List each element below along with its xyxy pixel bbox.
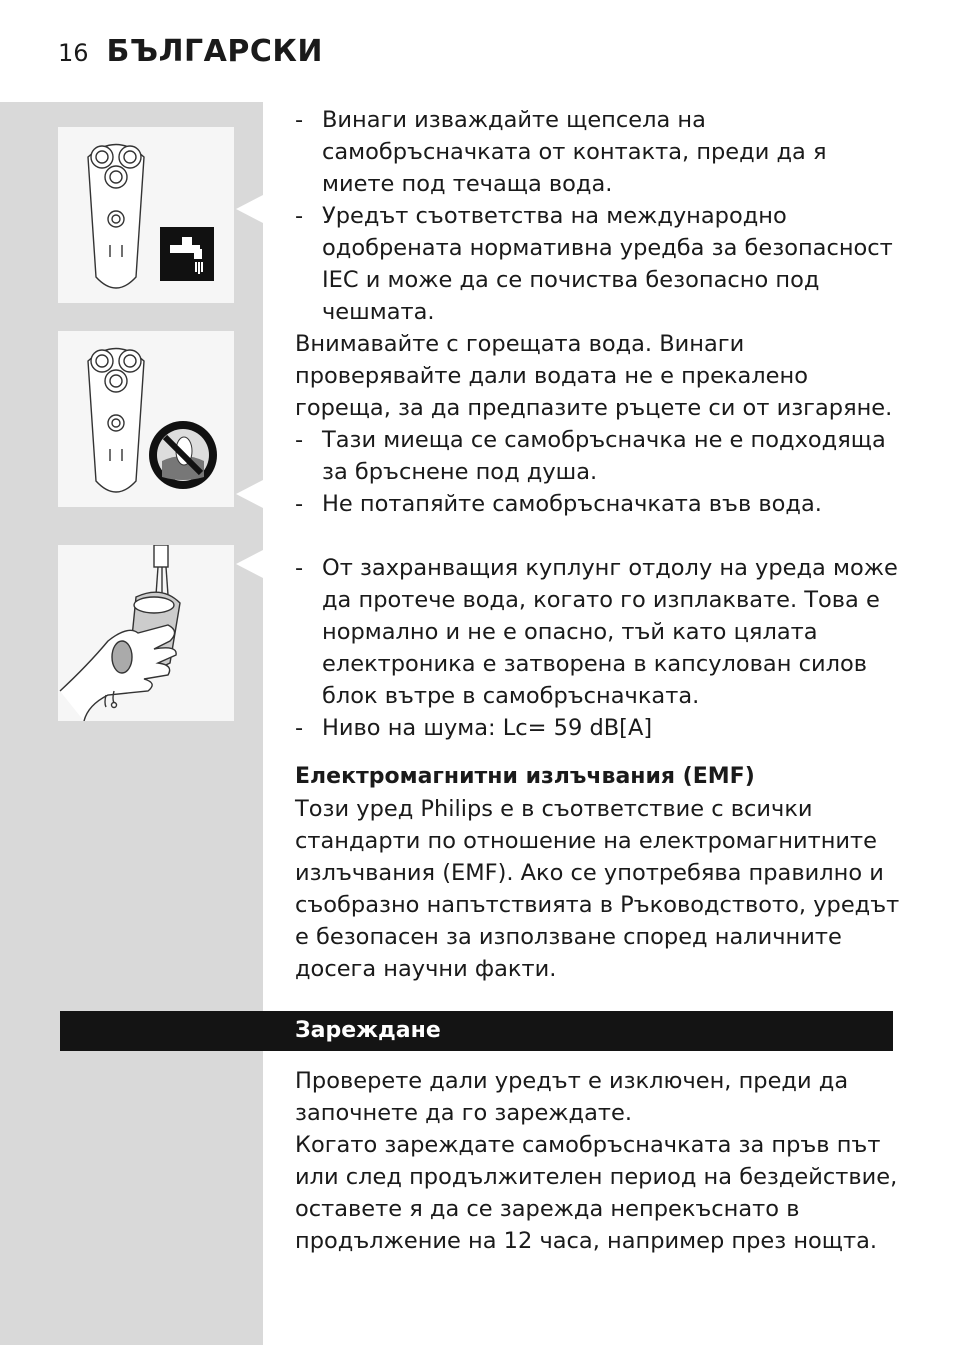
emf-heading: Електромагнитни излъчвания (EMF): [295, 764, 755, 789]
bullet-item: - Не потапяйте самобръсначката във вода.: [295, 488, 905, 520]
cleaning-notes: [295, 104, 905, 520]
rinsing-notes: [295, 552, 905, 744]
shaver-under-tap-icon: [58, 127, 234, 303]
emf-text: Този уред Philips е в съответствие с всички стандарти по отношение на електромагнитните излъчвания (EMF). Ако се употребява правилно и съобразно напътствията в Ръководството, уредът е безопасен за използване според наличните досега научни факти.: [295, 796, 900, 982]
notch: [236, 195, 263, 223]
notch: [236, 480, 263, 508]
emf-section: [295, 761, 905, 985]
notch: [236, 550, 263, 578]
no-shower-icon: [58, 331, 234, 507]
bullet-item: - Уредът съответства на международно одобрената нормативна уредба за безопасност IEC и може да се почиства безопасно под чешмата.: [295, 200, 905, 328]
paragraph: Когато зареждате самобръсначката за пръв път или след продължителен период на бездействие, оставете я да се зарежда непрекъснато в продължение на 12 часа, например през нощта.: [295, 1132, 898, 1254]
rinsing-shaver-icon: [58, 545, 234, 721]
paragraph: Внимавайте с горещата вода. Винаги проверявайте дали водата не е прекалено гореща, за да предпазите ръцете си от изгаряне.: [295, 331, 893, 421]
page-number: 16: [58, 39, 89, 67]
charging-section: [295, 1065, 905, 1257]
bullet-item: - Ниво на шума: Lc= 59 dB[A]: [295, 712, 905, 744]
bullet-item: - От захранващия куплунг отдолу на уреда може да протече вода, когато го изплаквате. Това е нормално и не е опасно, тъй като цялата електроника е затворена в капсулован силов блок вътре в самобръсначката.: [295, 552, 905, 712]
bullet-item: - Тази миеща се самобръсначка не е подходяща за бръснене под душа.: [295, 424, 905, 488]
bullet-item: - Винаги изваждайте щепсела на самобръсначката от контакта, преди да я миете под течаща вода.: [295, 104, 905, 200]
paragraph: Проверете дали уредът е изключен, преди да започнете да го зареждате.: [295, 1068, 849, 1126]
page-header: [58, 34, 323, 74]
page-title: БЪЛГАРСКИ: [106, 34, 323, 69]
section-title: Зареждане: [295, 1018, 441, 1043]
section-header-bar: [60, 1011, 893, 1051]
